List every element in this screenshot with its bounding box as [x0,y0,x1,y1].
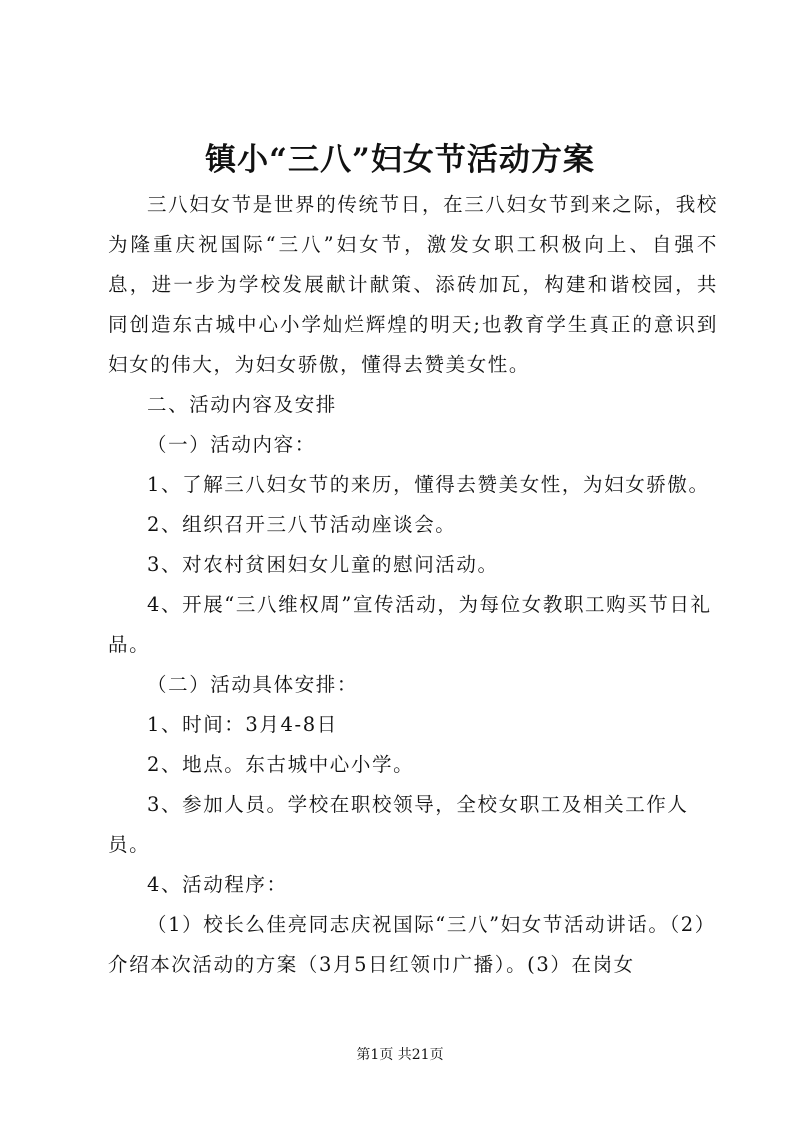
schedule-item-participants: 3、参加人员。学校在职校领导，全校女职工及相关工作人员。 [108,793,689,856]
content-item-1: 1、了解三八妇女节的来历，懂得去赞美女性，为妇女骄傲。 [147,473,710,496]
page-number-footer: 第1页 共21页 [356,1047,444,1063]
subsection-heading-schedule: （二）活动具体安排： [147,673,359,696]
schedule-item-time: 1、时间：3月4-8日 [147,713,338,736]
content-item-3: 3、对农村贫困妇女儿童的慰问活动。 [147,553,499,576]
content-item-2: 2、组织召开三八节活动座谈会。 [147,513,457,536]
schedule-item-location: 2、地点。东古城中心小学。 [147,753,415,776]
procedure-paragraph: （1）校长么佳亮同志庆祝国际“三八”妇女节活动讲话。（2）介绍本次活动的方案（3月5日红领巾广播）。(3）在岗女 [108,913,716,976]
content-item-4: 4、开展“三八维权周”宣传活动，为每位女教职工购买节日礼品。 [108,593,712,656]
document-title: 镇小“三八”妇女节活动方案 [205,142,595,178]
subsection-heading-content: （一）活动内容： [147,433,316,456]
section-heading-activities: 二、活动内容及安排 [147,393,337,416]
schedule-item-procedure: 4、活动程序： [147,873,288,896]
document-body [108,185,718,985]
intro-paragraph: 三八妇女节是世界的传统节日，在三八妇女节到来之际，我校为隆重庆祝国际“三八”妇女节，激发女职工积极向上、自强不息，进一步为学校发展献计献策、添砖加瓦，构建和谐校园，共同创造东古城中心小学灿烂辉煌的明天;也教育学生真正的意识到妇女的伟大，为妇女骄傲，懂得去赞美女性。 [108,193,718,376]
